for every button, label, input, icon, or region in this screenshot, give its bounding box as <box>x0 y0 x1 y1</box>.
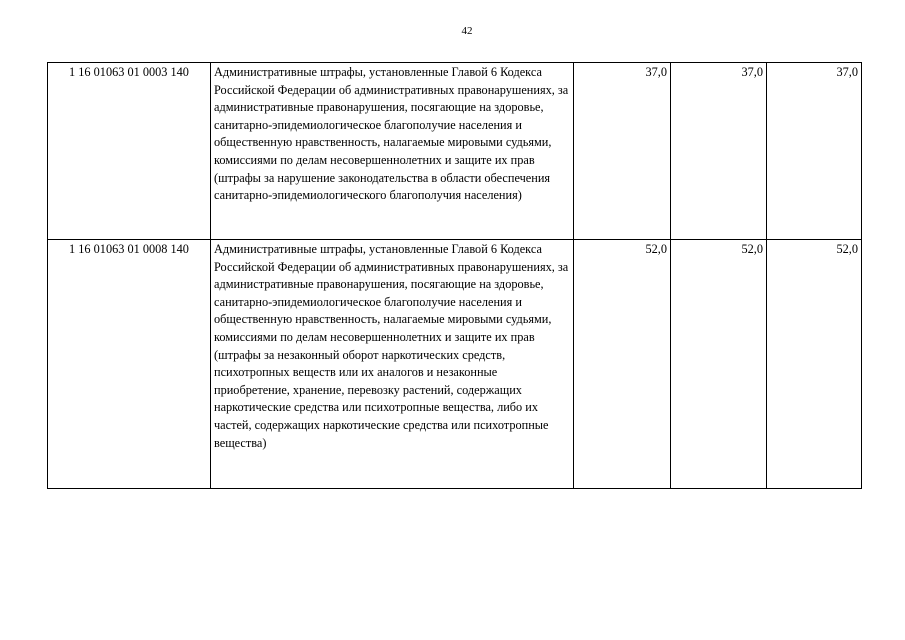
amount-cell: 52,0 <box>671 240 767 489</box>
amount-cell: 52,0 <box>574 240 671 489</box>
amount-cell: 52,0 <box>767 240 862 489</box>
amount-cell: 37,0 <box>767 63 862 240</box>
classification-code: 1 16 01063 01 0003 140 <box>48 63 211 240</box>
amount-cell: 37,0 <box>671 63 767 240</box>
row-description: Административные штрафы, установленные Главой 6 Кодекса Российской Федерации об административных правонарушениях, за административные правонарушения, посягающие на здоровье, санитарно-эпидемиологическое благополучие населения и общественную нравственность, налагаемые мировыми судьями, комиссиями по делам несовершеннолетних и защите их прав (штрафы за нарушение законодательства в области обеспечения санитарно-эпидемиологического благополучия населения) <box>211 63 574 240</box>
budget-table <box>47 62 862 489</box>
table-row <box>48 63 862 240</box>
page-number: 42 <box>461 25 473 37</box>
amount-cell: 37,0 <box>574 63 671 240</box>
row-description: Административные штрафы, установленные Главой 6 Кодекса Российской Федерации об административных правонарушениях, за административные правонарушения, посягающие на здоровье, санитарно-эпидемиологическое благополучие населения и общественную нравственность, налагаемые мировыми судьями, комиссиями по делам несовершеннолетних и защите их прав (штрафы за незаконный оборот наркотических средств, психотропных веществ или их аналогов и незаконные приобретение, хранение, перевозку растений, содержащих наркотические средства или психотропные вещества, либо их частей, содержащих наркотические средства или психотропные вещества) <box>211 240 574 489</box>
table-row <box>48 240 862 489</box>
classification-code: 1 16 01063 01 0008 140 <box>48 240 211 489</box>
